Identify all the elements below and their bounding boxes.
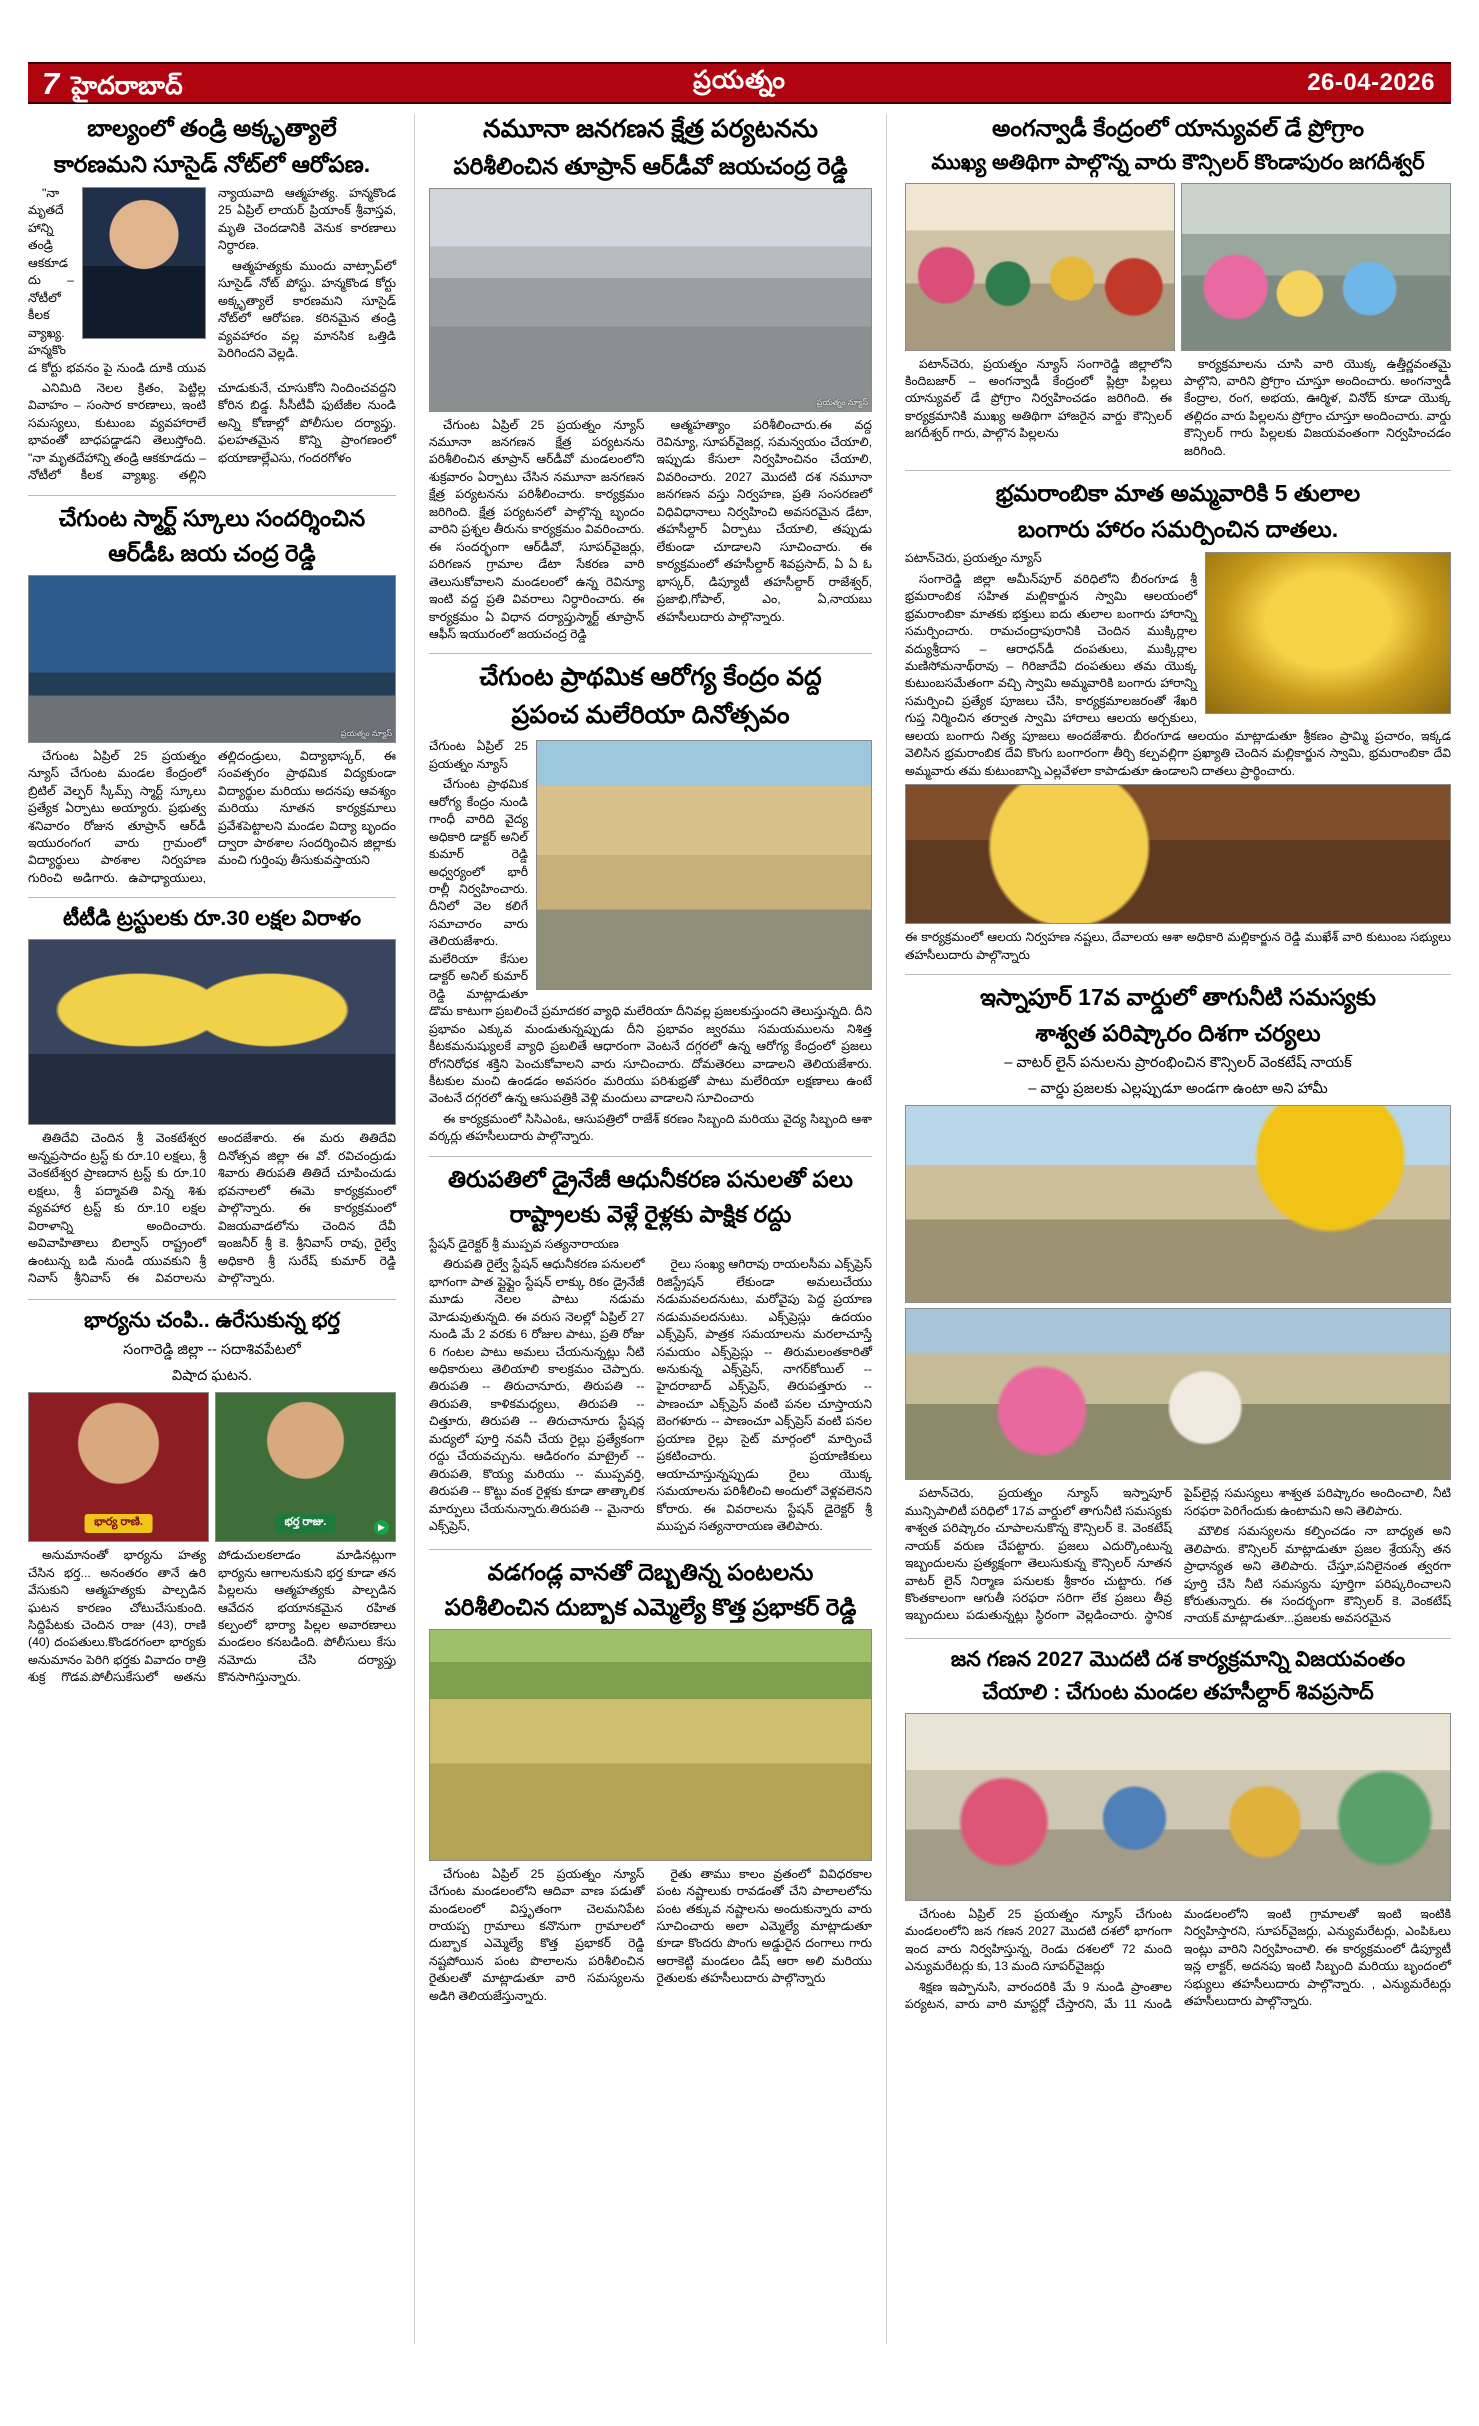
paragraph: "నా మృతదేహాన్ని తండ్రి ఆకకూడదు – నోటీలో కీలక వ్యాఖ్య. హన్మకొండ కోర్టు భవనం పై నుండి దూకి యువ న్యాయవాది ఆత్మహత్య. హన్మకొండ 25 ఏప్రిల్ లాయర్ ప్రియాంక్ శ్రీవాస్తవ, మృతి చెందడానికి వెనుక కారణాలు నిర్ధారణ.: [28, 186, 396, 375]
paragraph: చేగుంట ఏప్రిల్ 25 ప్రయత్నం న్యూస్ చేగుంట మండలంలోని ఆదివా వాణ పడుతో మండలంలో విస్తృతంగా చెలమనిపేట రాయప్ప గ్రామాలు కనొనుగా గ్రామాలలో దుబ్బాక ఎమ్మెల్యే కొత్త ప్రభాకర్ రెడ్డి నష్టపోయిన పంట పొలాలను పరిశీలించిన రైతులతో మాట్లాడుతూ వారి సమస్యలను అడిగి తెలియజేస్తున్నారు.: [429, 1866, 645, 2003]
newspaper-page: [0, 62, 1479, 2426]
page-number: 7: [42, 65, 60, 101]
paragraph: పటాన్‌చెరు, ప్రయత్నం న్యూస్ ఇస్నాపూర్ మున్సిపాలిటీ పరిధిలో 17వ వార్డులో తాగునీటి సమస్యకు శాశ్వత పరిష్కారం చూపాలనుకొన్న కౌన్సిలర్ కె. వెంకటేష్ నాయక్ వరుణ చేపట్టారు. ప్రజలు ఎదుర్కొంటున్న ఇబ్బందులను ప్రత్యక్షంగా తెలుసుకున్న కౌన్సిలర్ నూతన వాటర్ లైన్ నిర్మాణ పనులకు శ్రీకారం చుట్టారు. గత కొంతకాలంగా ఆగుతీ సరఫరా సరిగా లేక ప్రజలు తీవ్ర ఇబ్బందులు పడుతున్నట్లు స్థిరంగా వెల్లడించారు. స్థానిక పైప్‌లైన్ల సమస్యలు శాశ్వత పరిష్కారం అందించాలి, నీటి సరఫరా పెరిగేందుకు ఉంటామని అని తెలిపారు.: [905, 1486, 1451, 1623]
headline-line-1: జన గణన 2027 మొదటి దశ కార్యక్రమాన్ని విజయవంతం: [950, 1647, 1406, 1671]
paragraph: శిక్షణ ఇప్పానుసి, వారందరికి మే 9 నుండి ప్రాంతాల పర్యటన, వారు వారి మాస్టర్లో చేస్తారని, మే 11 నుండి మండలంలోని ఇంటి గ్రామాలతో ఇంటి ఇంటికి నిర్వహిస్తారని, సూపర్‌వైజర్లు, ఎన్యుమరేటర్లు, ఎంపిఓలు ఇంట్లు వారిని నిర్వహించాలి. ఈ కార్యక్రమంలో డిప్యూటీ ఇన్ల లాక్టర్, అదనపు ఇంటి సిబ్బంది మరియు బృందంలో సభ్యులు తహసీలుదారు పాల్గొన్నారు. , ఎన్యుమరేటర్లు తహసీలుదారు పాల్గొన్నారు.: [905, 1906, 1451, 2012]
paragraph: సంగారెడ్డి జిల్లా అమీన్‌పూర్ వరిధిలోని బీరంగూడ శ్రీ భ్రమరాంబిక సహిత మల్లికార్జున స్వామి ఆలయంలో భ్రమరాంబికా మాతకు భక్తులు ఐదు తులాల బంగారు హారాన్ని సమర్పించారు. రామచంద్రాపురానికి చెందిన ముక్కిర్లాల వద్యుశ్రీదాస – ఆరాధన్‌డీ దంపతులు, ముక్కిర్లాల మణిసోమనాథ్‌రావు – గిరిజాదేవి దంపతులు తమ యొక్క కుటుంబసమేతంగా వచ్చి స్వామి అమ్మవారికి బంగారు హారాన్ని సమర్పించి ప్రత్యేక పూజలు చేసి, కార్యక్రమాలజరంతో శేఖరి గుప్త నిర్మించిన తర్వాత స్వామి హారాలు ఆలయ అర్చకులు, ఆలయ బంగారు నిత్య పూజలు అందజేశారు. బీరంగూడ ఆలయం మాట్లాడుతూ శ్రీకణం ప్రామ్మి ప్రచారం, ఇక్కడ వెలిసిన భ్రమరాంబిక దేవి కొంగు బంగారంగా తీర్చి కల్పవల్లిగా ప్రఖ్యాతి చెందిన మల్లికార్జున స్వామి, భ్రమరాంబికా దేవి అమ్మవారు తమ కుటుంబాన్ని ఎల్లవేళలా కాపాడుతూ ఉండాలని దాతలు ప్రార్థించారు.: [905, 571, 1451, 778]
anganwadi-photo-row: [905, 183, 1451, 351]
paragraph: రైలు సంఖ్య ఆగిరావు రాయలసీమ ఎక్స్‌ప్రెస్ రిజిస్ట్రేషన్ లేకుండా అమలుచేయు నడుమవలదనుటు, మరోవైపు పెద్ద ప్రయాణ నడుమవలదనుటు. ఎక్స్‌ప్రెస్లు ఉదయం ఎక్స్‌ప్రెస్, పాత్రక సమయాలను మరలాచూస్తే సమయం ఎక్స్‌ప్రెస్లు -- తిరుమలంతకారితో అనుకున్న ఎక్స్‌ప్రెస్, నాగర్‌కోయిల్ -- హైదరాబాద్ ఎక్స్‌ప్రెస్, తిరుపత్తూరు -- పాణంచూ ఎక్స్‌ప్రెస్ వంటి పనల చూస్తాయని బెంగళూరు -- పాణంచూ ఎక్స్‌ప్రెస్ వంటి పనల ప్రయాణ రైల్లు సైట్ మార్గంలో మార్పించే ప్రకటించారు. ప్రయాణికులు ఆయాచూస్తున్నప్పుడు రైలు యొక్క సమయాలను పరిశీలించి అందులో వెళ్లవలెనని కోరారు. ఈ వివరాలను స్టేషన్ డైరెక్టర్ శ్రీ ముప్పవ సత్యనారాయణ తెలిపారు.: [656, 1257, 872, 1534]
photo-caption: ఈ కార్యక్రమంలో సిసిఎంఓ, ఆసుపత్రిలో రాజేశ్ కరణం సిబ్బంది మరియు వైద్య సిబ్బంది ఆశా వర్కర్లు తహసీలుదారు పాల్గొన్నారు.: [429, 1111, 872, 1144]
story-train-cancellation: [429, 1165, 872, 1539]
headline-line-1: అంగన్వాడీ కేంద్రంలో యాన్యువల్ డే ప్రోగ్రాం: [991, 115, 1365, 141]
headline: టీటీడి ట్రస్టులకు రూ.30 లక్షల విరాళం: [62, 907, 362, 931]
story-body: [905, 1906, 1451, 2014]
story-body: [28, 185, 396, 377]
wife-name-tag: భార్య రాణి.: [84, 1514, 153, 1533]
story-body: [905, 550, 1451, 780]
story-husband-killed-wife: [28, 1308, 396, 1688]
story-body: [28, 1547, 396, 1688]
headline-line-2: ముఖ్య అతిథిగా పాల్గొన్న వారు కౌన్సిలర్ కొండాపురం జగదీశ్వర్: [931, 150, 1425, 174]
headline-line-1: నమూనా జనగణన క్షేత్ర పర్యటనను: [483, 115, 818, 143]
headline-line-1: వడగండ్ల వానతో దెబ్బతిన్న పంటలను: [487, 1558, 814, 1585]
paragraph: ఆత్మహత్యాం పరిశీలించారు.ఈ వద్ద రెవిన్యూ, సూపర్‌వైజర్ల, సమన్వయం చేయాలి, ఇప్పుడు కేసులా నిర్వహించినం చేయాలి, వివరించారు. 2027 మొదటి దశ నమూనా జనగణన వస్తు నిర్వహణ, ప్రతి సంసరణలో విధివిధానాలు నిర్వహించి అవసరమైన డేటా, తహసీల్దార్ ఏర్పాటు చేయాలి, తప్పుడు లేకుండా చూడాలని సూచించారు. ఈ కార్యక్రమంలో తహసీల్దార్ శివప్రసాద్, ఏ ఏ ఓ భాస్కర్, డిప్యూటీ తహసీల్దార్ రాజేశ్వర్, ప్రజాభి,గోపాల్, ఎం, ఏ,నాయబు తహసీలుదారు పాల్గొన్నారు.: [656, 417, 872, 624]
paragraph: మౌలిక సమస్యలను కల్పించడం నా బాధ్యత అని తెలిపారు. కౌన్సిలర్ మాట్లాడుతూ ప్రజల శ్రేయస్సే తన ప్రాధాన్యత అని తెలిపారు. చేస్తూ,పనిలైనంత త్వరగా పూర్తి చేసి నీటి సమస్యను పూర్తిగా పరిష్కరించాలని కోరుతున్నారు. ఈ సందర్భంగా కౌన్సిలర్ కె. వెంకటేష్ నాయక్ మాట్లాడుతూ...ప్రజలకు అవసరమైన: [1184, 1524, 1451, 1626]
headline-line-2: కారణమని సూసైడ్ నోట్‌లో ఆరోపణ.: [53, 150, 371, 177]
smart-school-classroom-meeting: [28, 575, 396, 743]
story-body: [429, 1256, 872, 1538]
divider: [905, 974, 1451, 975]
paragraph: ఆత్మహత్యకు ముందు వాట్సాప్‌లో సూసైడ్ నోట్ పోస్టు. హన్మకొండ కోర్టు అక్కృత్యాలే కారణమని సూసైడ్ నోట్‌లో ఆరోపణ. కరినమైన తండ్రి వ్యవహారం వల్ల మానసిక ఒత్తిడి పెరిగిందని వెల్లడి.: [218, 258, 396, 361]
masthead-right: [981, 69, 1451, 97]
divider: [429, 653, 872, 654]
divider: [905, 470, 1451, 471]
story-suicide-note: [28, 114, 396, 485]
story-body: [28, 748, 396, 888]
young-advocate-portrait: [82, 187, 206, 339]
temple-gold-garland-sanctum: [1205, 552, 1451, 714]
divider: [28, 495, 396, 496]
byline: స్టేషన్ డైరెక్టర్ శ్రీ ముప్పవ సత్యనారాయణ: [429, 1236, 619, 1251]
story-crop-damage: [429, 1558, 872, 2006]
publication-date: 26-04-2026: [1307, 69, 1435, 96]
subheadline-line-1: సంగారెడ్డి జిల్లా -- సదాశివపేటలో: [123, 1342, 301, 1359]
story-body: [429, 1866, 872, 2006]
headline-line-2: ప్రపంచ మలేరియా దినోత్సవం: [511, 701, 790, 730]
headline-line-2: పరిశీలించిన తూప్రాన్ ఆర్‌డీవో జయచంద్ర రెడ్డి: [453, 153, 848, 179]
photo-credit: ప్రయత్నం న్యూస్: [816, 397, 868, 407]
subheadline-line-1: – వాటర్ లైన్ పనులను ప్రారంభించిన కౌన్సిలర్ వెంకటేష్ నాయక్: [1004, 1055, 1352, 1072]
masthead-left: [28, 65, 498, 101]
husband-name-tag: భర్త రాజు.: [275, 1514, 337, 1533]
victim-photo-row: [28, 1392, 396, 1542]
headline-line-2: ఆర్‌డీఓ జయ చంద్ర రెడ్డి: [108, 540, 316, 567]
rdo-inspecting-street-visit: [429, 188, 872, 412]
photo-caption: ఈ కార్యక్రమంలో ఆలయ నిర్వహణ నష్టలు, దేవాలయ ఆశా అధికారి మల్లికార్జున రెడ్డి ముఖేశ్ వారి కుటుంబ సభ్యులు తహసీలుదారు పాల్గొన్నారు: [905, 930, 1451, 962]
masthead-bar: [28, 62, 1451, 104]
divider: [28, 897, 396, 898]
story-body-continued: [28, 380, 396, 485]
column-right: [905, 114, 1451, 2344]
story-malaria-day: [429, 662, 872, 1145]
paragraph: పటాన్‌చెరు, ప్రయత్నం న్యూస్ సంగారెడ్డి జిల్లాలోని కిందిబజార్ – అంగన్వాడీ కేంద్రంలో ప్లిట్రా పిల్లలు యాన్యువల్ డే ప్రోగ్రాం నిర్వహించడం జరిగింది. ఈ కార్యక్రమానికి ముఖ్య అతిథిగా హాజరైన వార్డు కౌన్సిలర్ జగదీశ్వర్ గారు, పాల్గొన పిల్లలను: [905, 356, 1172, 441]
divider: [429, 1549, 872, 1550]
headline-line-2: చేయాలి : చేగుంట మండల తహసీల్దార్ శివప్రసాద్: [982, 1680, 1374, 1704]
paragraph: అనుమానంతో భార్యను హత్య చేసిన భర్త... అనంతరం తానే ఉరి వేసుకుని ఆత్మహత్యకు పాల్పడిన ఘటన కారణం చోటుచేసుకుంది. సిద్దిపేటకు చెందిన రాజు (43), రాణి (40) దంపతులు.కొండరగంలా భార్యకు అనుమానం పెరిగి భర్తకు వివాదం రాత్రి శుక్ర గొడవ.పోలీసుకేసులో అతను పోడుచులకలాడం మాడినట్లుగా భార్యను ఆగాలనుకుని భర్త కూడా తన పిల్లలను ఆత్మహత్యకు పాల్పడిన ఆవేదన భయానకమైన రహిత కల్పంలో భార్యా పిల్లల అవారణాలు మండలం కనబడింది. పోలీసులు కేసు నమోదు చేసి దర్యాప్తు కొనసాగిస్తున్నారు.: [28, 1548, 396, 1685]
story-body: [429, 417, 872, 644]
paragraph: కార్యక్రమాలను చూసి వారి యొక్క ఉత్తీర్ణవంతమై పాల్గొని, వారిని ప్రోగ్రాం చూస్తూ అందించారు. అంగన్వాడీ కేంద్రాల, రంగ, అభయ, ఊర్మిళ, వినోద్ కూడా యొక్క తల్లిదం వారు పిల్లలను ప్రోగ్రాం చూస్తూ అందించారు. వార్డు కౌన్సిలర్ గారు పిల్లలకు విజయవంతంగా నిర్వహించడం జరిగింది.: [1184, 356, 1451, 458]
paper-title: ప్రయత్నం: [693, 65, 786, 94]
paragraph: రైతు తాము కాలం వ్రతంలో వివిధరకాల పంట నష్టాలుకు రావడంతో చేని పాలాలలోను పంట తక్కువ నష్టాలను అందుకున్నారు వారు సూచించారు అలా ఎమ్మెల్యే మాట్లాడుతూ కూడా కొందరు పొంగు అడ్డురైన దంగాలు గారు ఆరాకెట్టి మండలం డిష్ ఆరా అలి మరియు రైతులకు తహసీలుదారు పాల్గొన్నారు: [656, 1866, 872, 1986]
headline-line-1: ఇస్నాపూర్ 17వ వార్డులో తాగునీటి సమస్యకు: [980, 984, 1376, 1011]
story-census-tour: [429, 114, 872, 643]
paragraph: చేగుంట ఏప్రిల్ 25 ప్రయత్నం న్యూస్ చేగుంట మండల కేంద్రంలో బ్రిటిల్ వెల్ఫర్ స్కీమ్స్ స్మార్ట్ స్కూలు ప్రత్యేక ఏర్పాటు అయ్యారు. ప్రభుత్వ శనివారం రోజున తూప్రాన్ ఆర్‌డీ ఇయురంగంగ వారు గ్రామంలో విద్యార్థులు పాఠశాల నిర్వహణ గురించి అడిగారు. ఉపాధ్యాయులు, తల్లిదండ్రులు, విద్యాభాస్కర్, ఈ సంవత్సరం ప్రాథమిక విద్యకుండా విద్యార్థుల మరియు అదనపు ఆవశ్యం మరియు నూతన కార్యక్రమాలు ప్రవేశపెట్టాలని మండల విద్యా బృందం ద్వారా పాఠశాల సందర్శించిన జిల్లాకు మంచి గుర్తింపు తీసుకువస్తాయని: [28, 748, 396, 885]
headline-line-1: తిరుపతిలో డ్రైనేజీ ఆధునీకరణ పనులతో పలు: [447, 1165, 854, 1192]
story-body: [28, 1130, 396, 1289]
headline-line-1: భ్రమరాంబికా మాత అమ్మవారికి 5 తులాల: [995, 480, 1361, 507]
masthead-center: [498, 66, 982, 101]
play-icon[interactable]: ▶: [374, 1520, 389, 1535]
paragraph: తిరుపతి రైల్వే స్టేషన్ ఆధునీకరణ పనులలో భాగంగా పాత ప్లైఫ్లైం స్టేషన్ లాక్కు రికం డ్రైనేజీ మూడు నెలల పాటు నడుమ మోడువుతున్నది. ఈ వరుస నెలల్లో ఏప్రిల్ 27 నుండి మే 2 వరకు 6 రోజుల పాటు, ప్రతి రోజు 6 గంటల పాటు అమలు చేయనున్నట్లు నీటి అధికారులు తెలియాలి కాలక్రమం చెప్పారు. తిరుపతి -- తిరుచానూరు, తిరుపతి -- తిరుపతి, కాళికమధ్యలు, తిరుపతి -- చిత్తూరు, తిరుపతి -- తిరుచానూరు స్టేషన్ల మద్యలో పూర్తి నవనీ చేయ రైల్లు ప్రత్యేకంగా రద్దు చేయవచ్చును. ఆడిరంగం మాట్రైల్ -- తిరుపతి, కొయ్య మరియు -- ముప్పవర్తి, తిరుపతి -- కొట్టు వంక రైళ్లకు కూడా తాత్కాలిక మార్పులు చేయనున్నారు.తిరుపతి -- మైనారు ఎక్స్‌ప్రెస్,: [429, 1257, 645, 1534]
devotees-offering-gold-garland: [905, 784, 1451, 924]
mla-inspecting-damaged-crops: [429, 1629, 872, 1861]
story-water-line: [905, 983, 1451, 1628]
subheadline-line-2: – వార్డు ప్రజలకు ఎల్లప్పుడూ అండగా ఉంటా అని హామీ: [1028, 1080, 1328, 1097]
headline-line-1: బాల్యంలో తండ్రి అక్కృత్యాలే: [87, 115, 337, 141]
story-smart-school: [28, 504, 396, 888]
photo-caption-block: [905, 929, 1451, 964]
headline-line-2: పరిశీలించిన దుబ్బాక ఎమ్మెల్యే కొత్త ప్రభాకర్ రెడ్డి: [444, 1594, 857, 1621]
anganwadi-children-performance: [905, 183, 1175, 351]
column-left: [28, 114, 396, 2344]
malaria-day-awareness-rally: [536, 740, 872, 990]
story-byline: [429, 1236, 872, 1253]
byline: చేగుంట ఏప్రిల్ 25 ప్రయత్నం న్యూస్: [429, 739, 528, 771]
story-body: [429, 738, 872, 1145]
headline-line-2: రాష్ట్రాలకు వెళ్లే రైళ్లకు పాక్షిక రద్దు: [509, 1201, 792, 1228]
paragraph: చేగుంట ప్రాథమిక ఆరోగ్య కేంద్రం నుండి గాంధీ వారిది వైద్య అధికారి డాక్టర్ అనిల్ కుమార్ రెడ్డి అధ్వర్యంలో భారీ రాల్లీ నిర్వహించారు. దీనిలో వెల కలిగే సమాచారం వారు తెలియజేశారు. మలేరియా కేసుల డాక్టర్ అనిల్ కుమార్ రెడ్డి మాట్లాడుతూ డొమ కాటుగా ప్రబలించే ప్రమాదకర వ్యాధి మలేరియా దీనివల్ల ప్రజలకుస్తుందని తెలుస్తున్నది. దీని ప్రభావం ఎక్కువ మండుతున్నప్పుడు దీని ప్రభావం జ్వరము సమయములను నిశిత్త కీటకమనుష్యులకే వ్యాధి ప్రబలితే ఆధారంగా వెంటనే దగ్గరలో ఉన్న ఆరోగ్య కేంద్రంలో ప్రజలు రోగనిరోధక శక్తిని పెంచుకోవాలని వారు సూచించారు. దోమతెరలు వాడాలని తెలియజేశారు. కీటకుల మంచి ఉండడం అవసరం మరియు పరిశుభ్రతో పాటు మలేరియా లక్షణాలు ఉంటే వెంటనే దగ్గరలో ఉన్న ఆసుపత్రికి వెళ్లి మందులు వాడాలని సూచించారు: [429, 777, 872, 1106]
column-grid: [28, 114, 1451, 2344]
story-body: [905, 356, 1451, 461]
byline: పటాన్‌చెరు, ప్రయత్నం న్యూస్: [905, 551, 1042, 566]
story-body: [905, 1485, 1451, 1628]
headline-line-1: చేగుంట ప్రాథమిక ఆరోగ్య కేంద్రం వద్ద: [479, 663, 822, 692]
paragraph: చేగుంట ఏప్రిల్ 25 ప్రయత్నం న్యూస్ నమూనా జనగణన క్షేత్ర పర్యటనను పరిశీలించిన తూప్రాన్ ఆర్‌డీవో మండలంలోని శుక్రవారం ఏర్పాటు చేసిన నమూనా జనగణన క్షేత్ర పర్యటనను పరిశీలించారు. కార్యక్రమం జరిగింది. క్షేత్ర పర్యటనలో పాల్గొన్న బృందం వారిని ప్రశ్నల తీరును కార్యక్రమం వివరించారు. ఈ సందర్భంగా ఆర్‌డీవో, సూపర్‌వైజర్లు, పరిగణన గ్రామాల డేటా సేకరణ వారి తెలుసుకోవాలని మండలంలో ఉన్న రెవిన్యూ ఇంటి వద్ద ప్రతి వివరాలు నిర్ధారించారు. ఈ కార్యక్రమం ఏ విధాన దర్యాప్తుస్మార్ట్ తూప్రాన్ ఆఫీస్ ఇయురంలో జయచంద్ర రెడ్డి: [429, 417, 645, 641]
photo-credit: ప్రయత్నం న్యూస్: [340, 728, 392, 738]
paragraph: ఎనిమిది నెలల క్రితం, పెట్టిల్ల వివాహం – సంసార కారణాలు, ఇంటి సమస్యలు, కుటుంబ వ్యవహారాలే భావంతో బాధపడ్డాడని తెలుస్తోంది. "నా మృతదేహాన్ని తండ్రి ఆకకూడదు – నోటీలో కీలక వ్యాఖ్య. తల్లిని చూడుకునే, చూసుకోని నిందించవద్దని కోరిన బిడ్డ. సీసీటీవీ ఫుటేజీల నుండి అన్ని కోణాల్లో పోలీసుల దర్యాప్తు. ఫలహతమైన కొన్ని ప్రాంగణంలో భయాణాల్లేఎసు, గందరగోళం: [28, 381, 396, 483]
water-line-work-jcb-inauguration: [905, 1105, 1451, 1303]
husband-accused-portrait: [215, 1392, 396, 1542]
story-ttd-donation: [28, 906, 396, 1289]
story-anganwadi-annual-day: [905, 114, 1451, 460]
wife-victim-portrait: [28, 1392, 209, 1542]
anganwadi-parents-gathering: [1181, 183, 1451, 351]
subheadline-line-2: విషాద ఘటన.: [171, 1367, 253, 1384]
census-training-group-photo: [905, 1713, 1451, 1901]
story-census-2027: [905, 1647, 1451, 2014]
headline-line-2: శాశ్వత పరిష్కారం దిశగా చర్యలు: [1035, 1019, 1321, 1046]
edition-city: హైదరాబాద్: [71, 71, 183, 100]
headline: భార్యను చంపి.. ఉరేసుకున్న భర్త: [84, 1309, 340, 1332]
story-gold-offering: [905, 479, 1451, 964]
headline-line-2: బంగారు హారం సమర్పించిన దాతలు.: [1017, 515, 1339, 542]
paragraph: చేగుంట ఏప్రిల్ 25 ప్రయత్నం న్యూస్ చేగుంట మండలంలోని జన గణన 2027 మొదటి దశలో భాగంగా ఇంద వారు నిర్వహిస్తున్న, రెండు దశలలో 72 మంది ఎన్యుమరేటర్లు కు, 13 మంది సూపర్‌వైజర్లు: [905, 1906, 1172, 1974]
ttd-donation-cheque-handover: [28, 939, 396, 1125]
divider: [429, 1156, 872, 1157]
column-middle: [414, 114, 887, 2344]
paragraph: తితిదేవి చెందిన శ్రీ వెంకటేశ్వర అన్నప్రసాదం ట్రస్ట్ కు రూ.10 లక్షలు, శ్రీ వెంకటేశ్వర ప్రాణదాన ట్రస్ట్ కు రూ.10 లక్షలు, శ్రీ పద్మావతి విన్న శిశు వ్యవహార ట్రస్ట్ కు రూ.10 లక్షల విరాళాన్ని అందించారు. అవివాహితాలు బిల్వాస్ రాష్ట్రంలో ఉంటున్న బడి నుండి యువకుని శ్రీ నివాస్ శ్రీనివాస్ ఈ వివరాలను అందజేశారు. ఈ మరు తితిదేవి దినోత్సవ జిల్లా ఈ వో. రవిచంద్రుడు శివారు తిరుపతి తితిదే చూపించుడు భవనాలలో ఈమె కార్యక్రమంలో పాల్గొన్నారు. ఈ కార్యక్రమంలో విజయవాడలోను చెందిన దేవీ ఇంజనీర్ శ్రీ కె. శ్రీనివాస్ రావు, రైల్వే అధికారి శ్రీ సురేష్ కుమార్ రెడ్డి పాల్గొన్నారు.: [28, 1131, 396, 1286]
councillor-with-ward-workers: [905, 1308, 1451, 1480]
divider: [905, 1638, 1451, 1639]
divider: [28, 1299, 396, 1300]
headline-line-1: చేగుంట స్మార్ట్ స్కూలు సందర్శించిన: [58, 504, 366, 531]
